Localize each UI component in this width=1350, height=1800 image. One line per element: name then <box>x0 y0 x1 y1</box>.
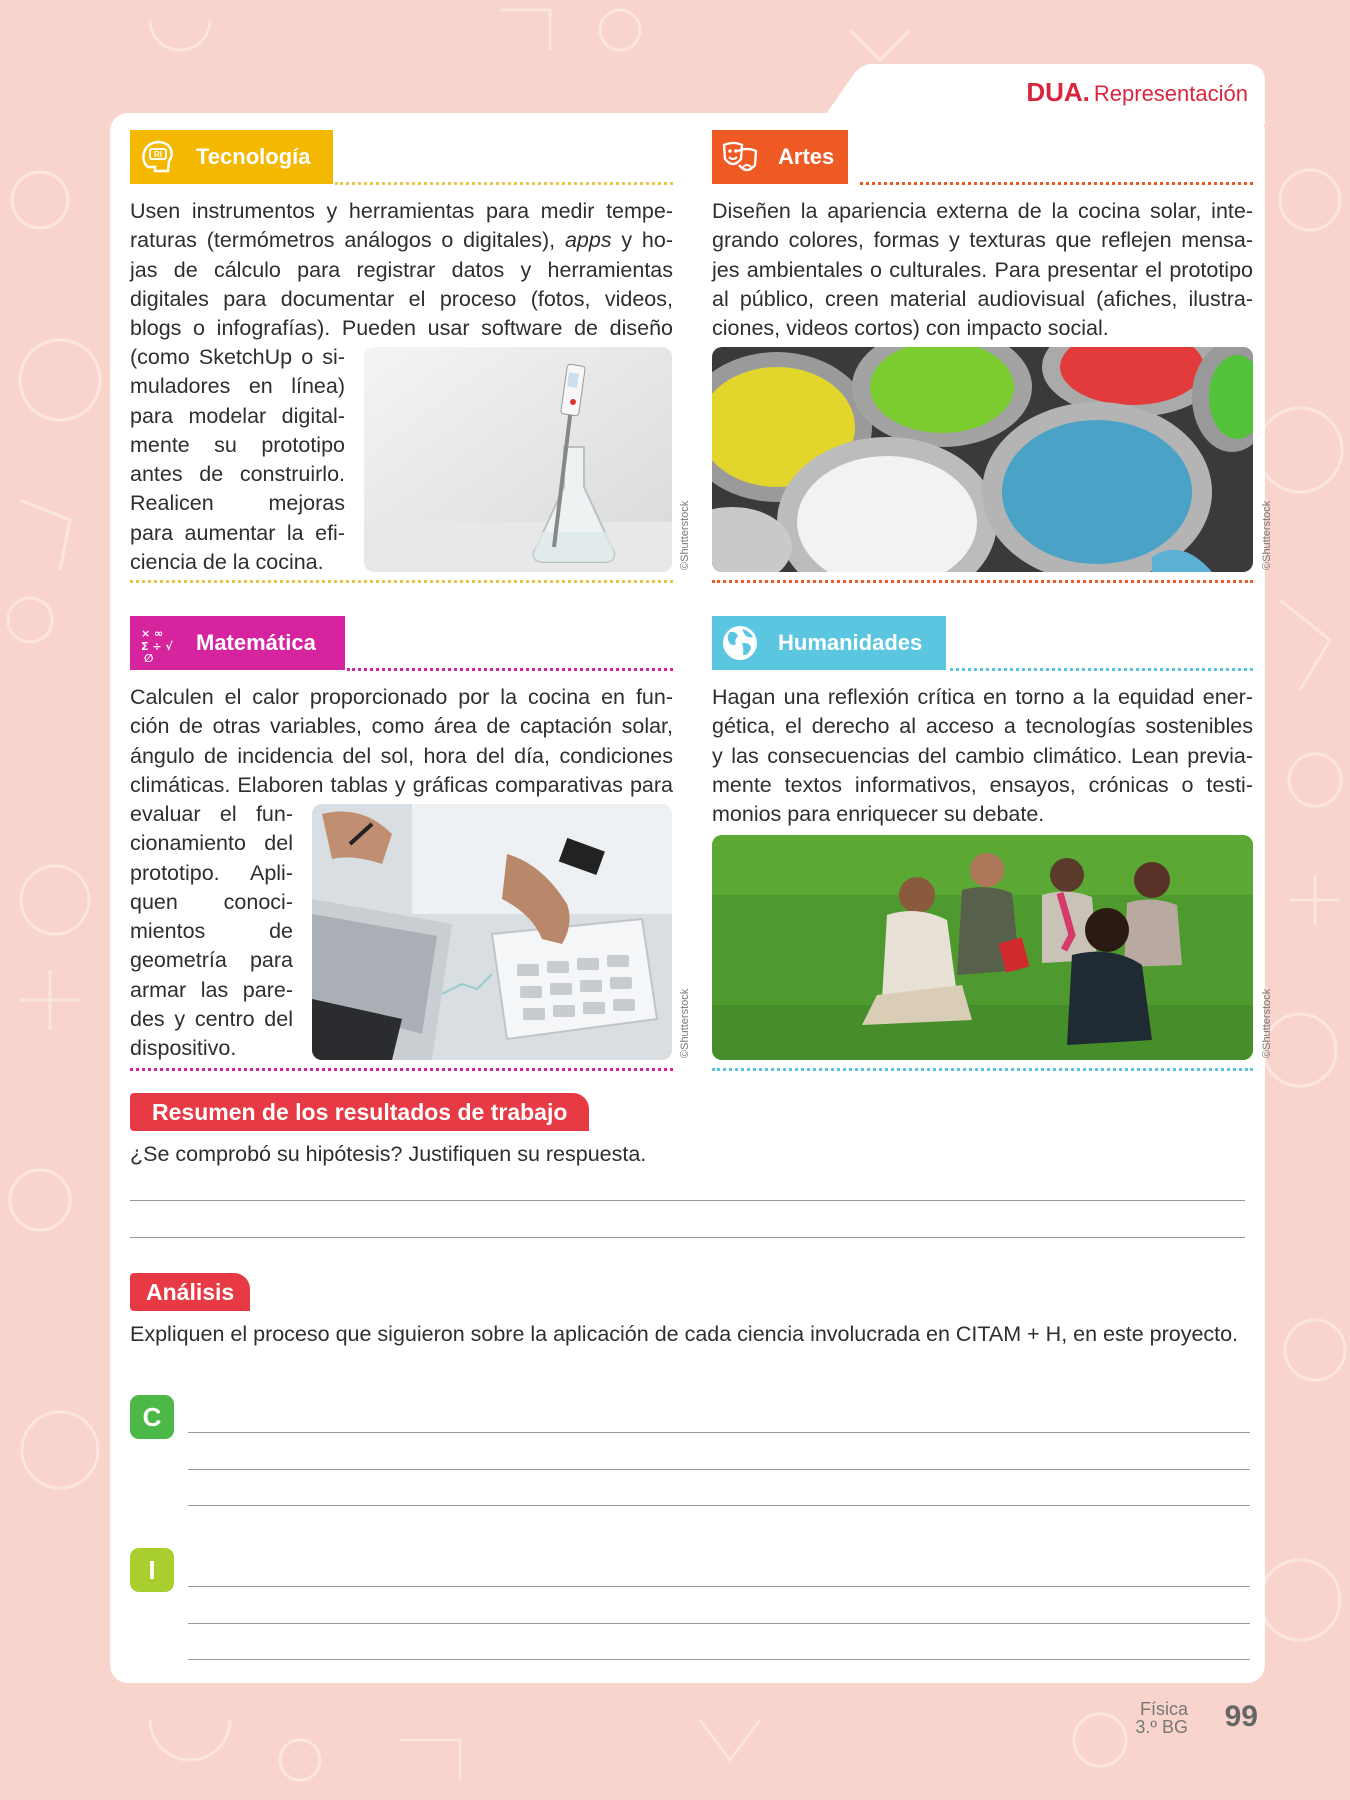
answer-line-c[interactable] <box>188 1469 1250 1470</box>
artes-bottom-divider <box>712 580 1253 583</box>
text-line: mente textos informativos, ensayos, crónicas o testi- <box>712 772 1253 797</box>
resumen-title: Resumen de los resultados de trabajo <box>130 1093 589 1131</box>
text-line: evaluar el fun- <box>130 802 293 826</box>
tecnologia-bottom-divider <box>130 580 673 583</box>
dua-header <box>1026 77 1248 108</box>
tag-tecnologia <box>130 130 333 184</box>
text-line: jes ambientales o culturales. Para presentar el prototipo <box>712 257 1253 282</box>
letter-c-badge: C <box>130 1395 174 1439</box>
text-line: muladores en línea) <box>130 374 345 399</box>
answer-line[interactable] <box>130 1200 1245 1201</box>
tecnologia-wrap-text <box>130 343 345 577</box>
analisis-prompt: Expliquen el proceso que siguieron sobre la aplicación de cada ciencia involucrada en CITAM + H, en este proyecto. <box>130 1322 1239 1346</box>
matematica-divider <box>347 668 673 671</box>
text-line: raturas (termómetros análogos o digitales), apps y ho- <box>130 228 673 253</box>
text-line: armar las pare- <box>130 977 293 1002</box>
humanidades-divider <box>950 668 1253 671</box>
tag-artes <box>712 130 848 184</box>
letter-i-badge: I <box>130 1548 174 1592</box>
text-line: ción de otras variables, como área de captación solar, <box>130 714 673 739</box>
text-line: jas de cálculo para registrar datos y herramientas <box>130 257 673 282</box>
artes-text <box>712 197 1253 343</box>
text-line: Diseñen la apariencia externa de la cocina solar, inte- <box>712 199 1253 223</box>
dua-label: DUA. <box>1026 77 1090 107</box>
humanidades-text <box>712 683 1253 829</box>
text-line: climáticas. Elaboren tablas y gráficas comparativas para <box>130 772 673 797</box>
theater-masks-icon <box>718 136 762 178</box>
text-line: Usen instrumentos y herramientas para medir tempe- <box>130 199 673 223</box>
tecnologia-text <box>130 197 673 343</box>
analisis-title: Análisis <box>130 1273 250 1311</box>
answer-line-c[interactable] <box>188 1432 1250 1433</box>
credit-artes: ©Shutterstock <box>1261 500 1273 570</box>
text-line: Realicen mejoras <box>130 491 345 516</box>
text-line: para aumentar la efi- <box>130 520 345 545</box>
text-line: y las consecuencias del cambio climático. Lean previa- <box>712 743 1253 768</box>
text-line: (como SketchUp o si- <box>130 345 345 369</box>
answer-line-c[interactable] <box>188 1505 1250 1506</box>
credit-tecnologia: ©Shutterstock <box>679 500 691 570</box>
ri-badge: RI <box>154 150 162 159</box>
tecnologia-title: Tecnología <box>196 144 311 169</box>
svg-text:× ∞: × ∞ <box>141 627 164 640</box>
text-line: mente su prototipo <box>130 432 345 457</box>
resumen-question: ¿Se comprobó su hipótesis? Justifiquen su respuesta. <box>130 1142 647 1166</box>
answer-line-i[interactable] <box>188 1659 1250 1660</box>
credit-matematica: ©Shutterstock <box>679 988 691 1058</box>
text-line: ángulo de incidencia del sol, hora del día, condiciones <box>130 743 673 768</box>
text-line: cionamiento del <box>130 831 293 856</box>
artes-divider <box>860 182 1253 185</box>
svg-text:∅: ∅ <box>144 652 154 663</box>
tecnologia-divider <box>335 182 673 185</box>
text-line: para modelar digital- <box>130 403 345 428</box>
text-line: des y centro del <box>130 1007 293 1032</box>
text-line: dispositivo. <box>130 1036 237 1061</box>
text-line: gética, el derecho al acceso a tecnologías sostenibles <box>712 714 1253 739</box>
text-line: grando colores, formas y texturas que reflejen mensa- <box>712 228 1253 253</box>
lightbulb-head-icon <box>136 136 180 178</box>
calculator-laptop-image <box>312 804 672 1060</box>
footer-subject-name: Física <box>1139 1699 1188 1719</box>
humanidades-title: Humanidades <box>778 630 923 655</box>
matematica-wrap-text <box>130 800 293 1064</box>
footer-subject <box>1135 1700 1188 1736</box>
text-line: ciones, videos cortos) con impacto social. <box>712 316 1109 341</box>
text-line: Calculen el calor proporcionado por la cocina en fun- <box>130 685 673 709</box>
svg-text:Σ ÷ √: Σ ÷ √ <box>141 640 173 653</box>
math-symbols-icon <box>136 622 180 664</box>
page-number: 99 <box>1224 1700 1258 1733</box>
footer-grade: 3.º BG <box>1135 1717 1188 1737</box>
paint-cans-image <box>712 347 1253 572</box>
thermometer-flask-image <box>364 347 672 572</box>
dua-type: Representación <box>1093 81 1248 106</box>
humanidades-bottom-divider <box>712 1068 1253 1071</box>
matematica-bottom-divider <box>130 1068 673 1071</box>
text-line: antes de construirlo. <box>130 462 345 487</box>
text-line: monios para enriquecer su debate. <box>712 802 1045 827</box>
artes-title: Artes <box>778 144 835 169</box>
tag-humanidades <box>712 616 946 670</box>
answer-line-i[interactable] <box>188 1623 1250 1624</box>
answer-line[interactable] <box>130 1237 1245 1238</box>
matematica-text <box>130 683 673 800</box>
text-line: prototipo. Apli- <box>130 860 293 885</box>
students-on-grass-image <box>712 835 1253 1060</box>
text-line: ciencia de la cocina. <box>130 550 324 575</box>
text-line: mientos de <box>130 919 293 944</box>
tag-matematica <box>130 616 345 670</box>
text-line: Hagan una reflexión crítica en torno a la equidad ener- <box>712 685 1253 709</box>
text-line: quen conoci- <box>130 889 293 914</box>
credit-humanidades: ©Shutterstock <box>1261 988 1273 1058</box>
text-line: blogs o infografías). Pueden usar software de diseño <box>130 316 673 341</box>
globe-icon <box>718 622 762 664</box>
text-line: digitales para documentar el proceso (fotos, videos, <box>130 286 673 311</box>
text-line: al público, creen material audiovisual (afiches, ilustra- <box>712 286 1253 311</box>
matematica-title: Matemática <box>196 630 316 655</box>
answer-line-i[interactable] <box>188 1586 1250 1587</box>
text-line: geometría para <box>130 948 293 973</box>
